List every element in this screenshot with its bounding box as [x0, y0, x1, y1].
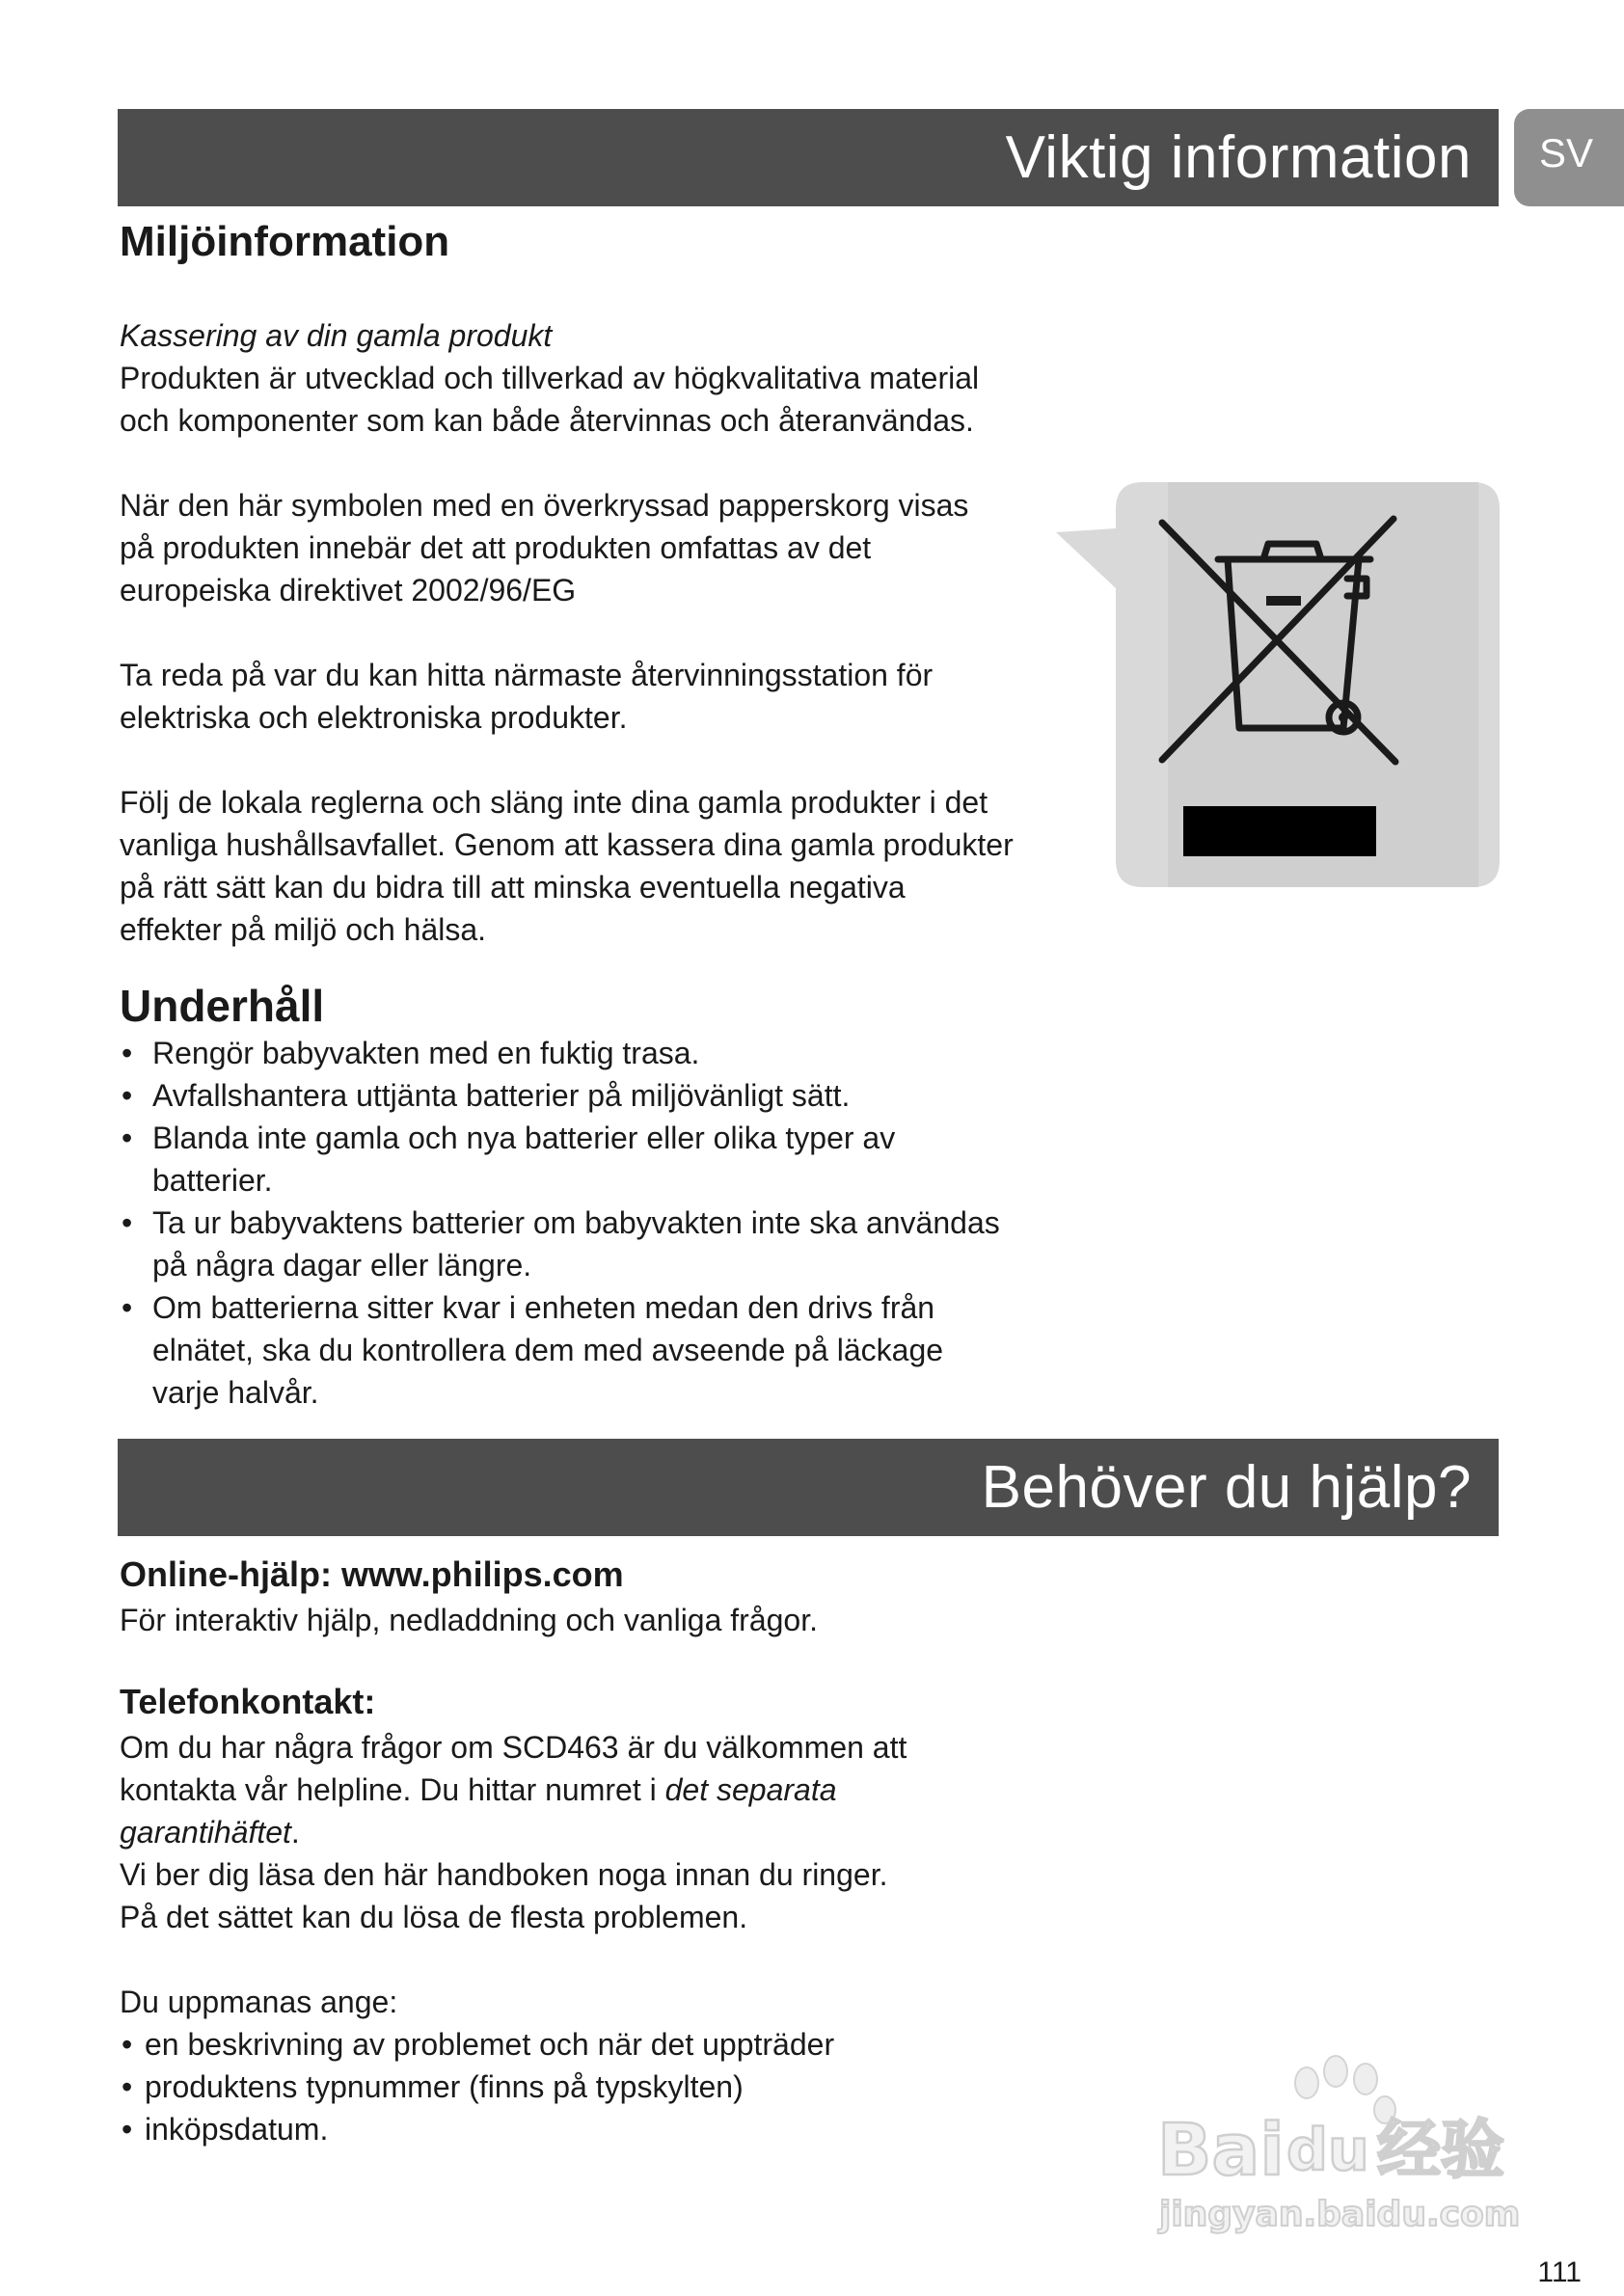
watermark-url: jingyan.baidu.com [1159, 2195, 1521, 2234]
provide-list [120, 2023, 988, 2150]
maintenance-item: • Om batterierna sitter kvar i enheten medan den drivs från elnätet, ska du kontrollera dem med avseende på läckage varje halvår. [120, 1286, 1045, 1414]
baidu-watermark [1148, 2054, 1533, 2237]
provide-item: • produktens typnummer (finns på typskylten) [120, 2066, 988, 2108]
environment-paragraph-3: Ta reda på var du kan hitta närmaste återvinningsstation för elektriska och elektroniska produkter. [120, 658, 934, 735]
maintenance-item: • Avfallshantera uttjänta batterier på miljövänligt sätt. [120, 1074, 1045, 1117]
online-help-text: För interaktiv hjälp, nedladdning och vanliga frågor. [120, 1603, 818, 1637]
section-header-important-info [118, 109, 1499, 206]
page-number: 111 [1537, 2256, 1582, 2288]
provide-item: • inköpsdatum. [120, 2108, 988, 2150]
maintenance-item: • Ta ur babyvaktens batterier om babyvakten inte ska användas på några dagar eller längre. [120, 1202, 1045, 1286]
watermark-brand-du: du [1286, 2117, 1369, 2184]
environment-paragraph-2: När den här symbolen med en överkryssad papperskorg visas på produkten innebär det att produkten omfattas av det europeiska direktivet 2002/96/EG [120, 488, 969, 608]
provide-item: • en beskrivning av problemet och när det uppträder [120, 2023, 988, 2066]
section-title: Viktig information [1005, 124, 1472, 191]
environment-paragraph-4: Följ de lokala reglerna och släng inte dina gamla produkter i det vanliga hushållsavfallet. Genom att kassera dina gamla produkter på rätt sätt kan du bidra till att minska eventuella negativa effekter på miljö och hälsa. [120, 785, 1014, 947]
maintenance-item: • Blanda inte gamla och nya batterier eller olika typer av batterier. [120, 1117, 1045, 1202]
provide-intro: Du uppmanas ange: [120, 1985, 398, 2019]
maintenance-heading: Underhåll [120, 981, 325, 1031]
environment-paragraph-1: Produkten är utvecklad och tillverkad av högkvalitativa material och komponenter som kan både återvinnas och återanvändas. [120, 361, 980, 438]
environment-subheading: Kassering av din gamla produkt [120, 318, 553, 353]
phone-contact-text: Om du har några frågor om SCD463 är du välkommen att kontakta vår helpline. Du hittar numret i det separata garantihäftet. Vi ber dig läsa den här handboken noga innan du ringer. På det sättet kan du lösa de flesta problemen. [120, 1730, 907, 1934]
maintenance-item: • Rengör babyvakten med en fuktig trasa. [120, 1032, 1045, 1074]
language-tab: SV [1514, 109, 1624, 206]
phone-contact-heading: Telefonkontakt: [120, 1682, 376, 1721]
watermark-brand-latin: Bai [1157, 2109, 1285, 2192]
section-title: Behöver du hjälp? [981, 1454, 1472, 1521]
maintenance-list [120, 1032, 1045, 1414]
online-help-heading: Online-hjälp: www.philips.com [120, 1554, 624, 1594]
section-header-help [118, 1439, 1499, 1536]
watermark-brand-cn: 经验 [1377, 2113, 1504, 2187]
crossed-out-wheelie-bin-icon [1056, 482, 1500, 887]
environment-heading: Miljöinformation [120, 218, 450, 265]
